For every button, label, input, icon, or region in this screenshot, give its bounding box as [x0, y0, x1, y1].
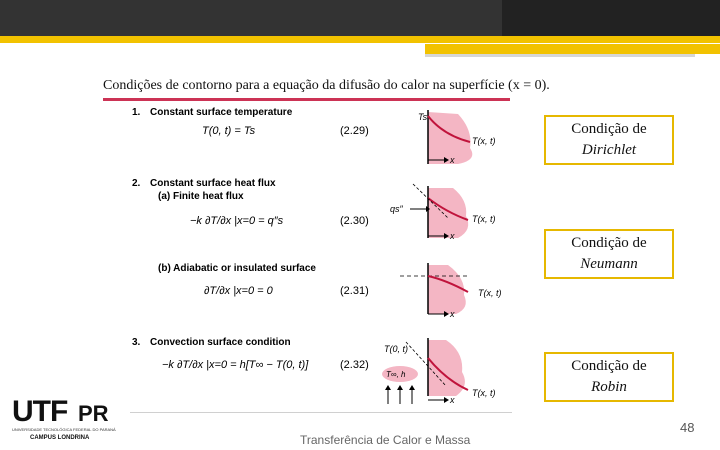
item-1-eq-num: (2.29) — [340, 125, 369, 137]
diagram-3-Txt: T(x, t) — [478, 288, 502, 298]
item-1-num: 1. — [132, 107, 141, 118]
logo-main-text: UTF — [12, 395, 68, 428]
diagram-2-x: x — [450, 231, 455, 241]
item-2-heading: Constant surface heat flux — [150, 178, 276, 189]
footer-text: Transferência de Calor e Massa — [300, 433, 471, 447]
diagram-1-x: x — [450, 155, 455, 165]
item-2-equation: −k ∂T/∂x |x=0 = q″s — [190, 215, 284, 227]
item-2-num: 2. — [132, 178, 141, 189]
condition-robin-line1: Condição de — [571, 358, 647, 374]
diagram-4-Tinf-h: T∞, h — [386, 370, 406, 379]
item-3-num: 3. — [132, 337, 141, 348]
item-3-equation: −k ∂T/∂x |x=0 = h[T∞ − T(0, t)] — [162, 359, 309, 371]
item-1-heading: Constant surface temperature — [150, 107, 293, 118]
accent-line — [0, 36, 720, 43]
diagram-2-qs: qs″ — [390, 204, 403, 214]
page-number: 48 — [680, 420, 695, 435]
logo-pr-text: PR — [78, 401, 109, 426]
condition-neumann-box — [544, 229, 674, 279]
item-3-heading: Convection surface condition — [150, 337, 291, 348]
condition-neumann-line1: Condição de — [571, 235, 647, 251]
diagram-4-Txt: T(x, t) — [472, 388, 496, 398]
condition-robin-box — [544, 352, 674, 402]
condition-dirichlet-line2: Dirichlet — [581, 142, 637, 158]
item-2-eq-num: (2.30) — [340, 215, 369, 227]
condition-dirichlet-box — [544, 115, 674, 165]
condition-robin-line2: Robin — [591, 379, 627, 395]
diagram-4 — [382, 338, 496, 405]
item-2b-equation: ∂T/∂x |x=0 = 0 — [204, 285, 273, 297]
diagram-1-Txt: T(x, t) — [472, 136, 496, 146]
item-2b-subheading: (b) Adiabatic or insulated surface — [158, 263, 316, 274]
utfpr-logo — [8, 397, 123, 445]
slide-title: Condições de contorno para a equação da difusão do calor na superfície (x = 0). — [103, 78, 550, 93]
diagram-1-Ts: Ts — [418, 112, 428, 122]
item-2b-eq-num: (2.31) — [340, 285, 369, 297]
diagram-4-x: x — [450, 395, 455, 405]
top-bar-right — [502, 0, 720, 36]
item-2-subheading: (a) Finite heat flux — [158, 191, 244, 202]
diagram-3 — [400, 263, 502, 319]
item-3-eq-num: (2.32) — [340, 359, 369, 371]
figure-bottom-line — [130, 412, 512, 413]
diagram-2-Txt: T(x, t) — [472, 214, 496, 224]
logo-campus-text: CAMPUS LONDRINA — [30, 435, 90, 441]
condition-dirichlet-line1: Condição de — [571, 121, 647, 137]
diagram-1 — [418, 110, 496, 165]
diagram-2 — [390, 184, 496, 241]
accent-line-gray — [425, 54, 695, 57]
diagram-4-T0t: T(0, t) — [384, 344, 408, 354]
logo-university-text: UNIVERSIDADE TECNOLÓGICA FEDERAL DO PARANÁ — [12, 427, 116, 432]
item-1-equation: T(0, t) = Ts — [202, 125, 256, 137]
accent-line-right — [425, 44, 720, 54]
boundary-conditions-figure — [128, 100, 518, 415]
diagram-3-x: x — [450, 309, 455, 319]
condition-neumann-line2: Neumann — [580, 256, 638, 272]
